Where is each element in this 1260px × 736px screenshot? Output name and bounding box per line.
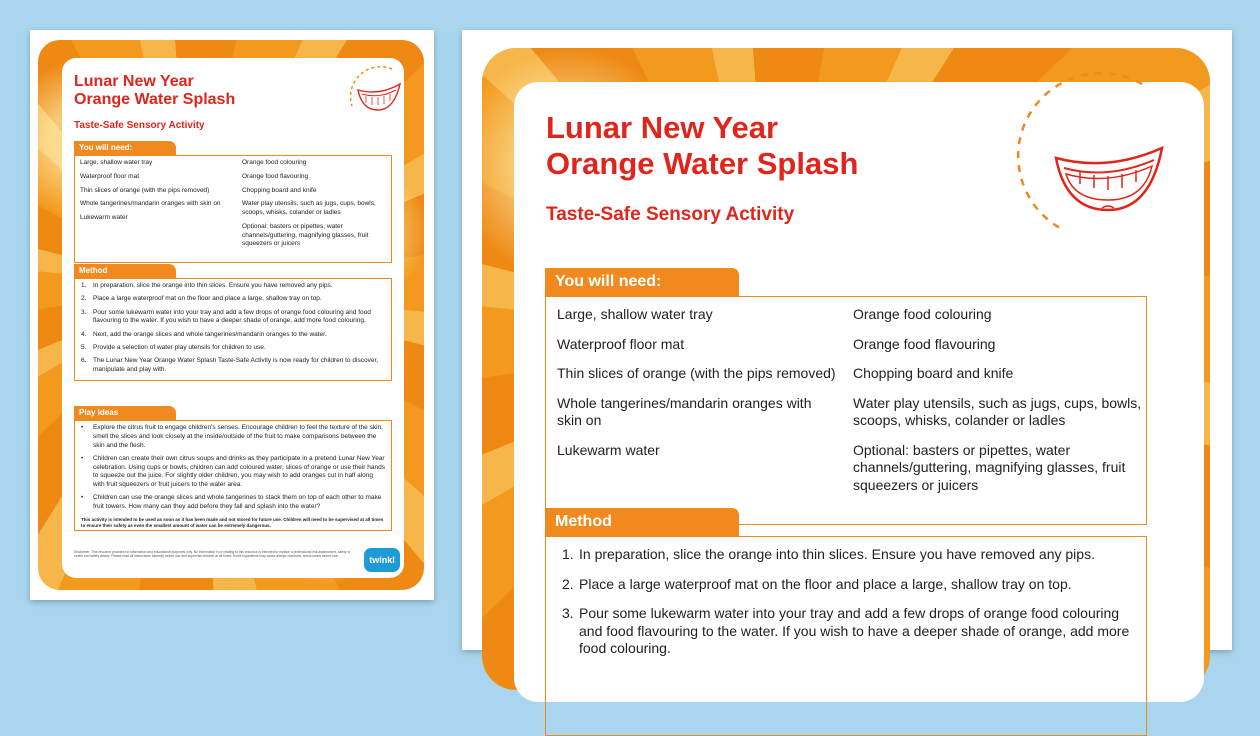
- section-heading-play-ideas: Play Ideas: [74, 406, 176, 420]
- twinkl-logo: twinkl: [364, 548, 400, 572]
- method-step: 1. In preparation, slice the orange into thin slices. Ensure you have removed any pips.: [81, 282, 333, 289]
- list-item: Water play utensils, such as jugs, cups, bowls, scoops, whisks, colander or ladles: [242, 200, 376, 217]
- list-item: Orange food flavouring: [242, 172, 309, 180]
- method-list-box: [545, 536, 1147, 736]
- need-column-right: [242, 159, 398, 254]
- list-item: Waterproof floor mat: [557, 335, 685, 352]
- need-column-left: [557, 306, 839, 506]
- method-step: 2. Place a large waterproof mat on the floor and place a large, shallow tray on top.: [81, 295, 322, 303]
- section-heading-need: You will need:: [74, 141, 176, 155]
- list-item: Large, shallow water tray: [80, 159, 153, 166]
- preview-sheet-large: [462, 30, 1232, 656]
- document-title: Lunar New Year Orange Water Splash: [546, 110, 859, 181]
- section-heading-method: Method: [545, 508, 739, 536]
- list-item: Waterproof floor mat: [80, 172, 140, 180]
- need-column-right: [853, 306, 1143, 506]
- list-item: Whole tangerines/mandarin oranges with skin on: [557, 394, 812, 428]
- list-item: Orange food colouring: [242, 159, 307, 166]
- content-card: [514, 82, 1204, 702]
- play-idea: • Explore the citrus fruit to engage children's senses. Encourage children to feel the texture of the skin, smell the slices and look closely at the inside/outside of the fruit to make comparisons between the skin and the flesh.: [81, 424, 383, 449]
- method-step: 2. Place a large waterproof mat on the floor and place a large, shallow tray on top.: [562, 575, 1072, 592]
- play-ideas-box: [74, 420, 392, 531]
- method-step: 6. The Lunar New Year Orange Water Splash Taste-Safe Activity is now ready for children to discover, manipulate and play with.: [81, 357, 379, 373]
- list-item: Chopping board and knife: [853, 365, 1014, 381]
- document-title: Lunar New Year Orange Water Splash: [74, 73, 236, 109]
- method-step: 4. Next, add the orange slices and whole tangerines/mandarin oranges to the water.: [81, 330, 327, 338]
- safety-note: This activity is intended to be used as soon as it has been made and not stored for future use. Children will need to be supervised at all times to ensure their safety as even the smallest amount of water can be extremely dangerous.: [81, 517, 384, 528]
- document-subtitle: Taste-Safe Sensory Activity: [74, 120, 205, 131]
- list-item: Large, shallow water tray: [557, 306, 713, 322]
- list-item: Lukewarm water: [557, 441, 660, 458]
- play-idea: • Children can use the orange slices and whole tangerines to stack them on top of each other to make fruit towers. How many can they add before they fall and splash into the water?: [81, 494, 382, 511]
- list-item: Whole tangerines/mandarin oranges with skin on: [80, 200, 221, 208]
- need-list-box: [74, 155, 392, 263]
- method-step: 1. In preparation, slice the orange into thin slices. Ensure you have removed any pips.: [562, 546, 1095, 562]
- list-item: Chopping board and knife: [242, 186, 317, 194]
- list-item: Orange food flavouring: [853, 335, 996, 352]
- content-card: [62, 58, 404, 578]
- method-step: 5. Provide a selection of water play utensils for children to use.: [81, 343, 266, 351]
- list-item: Orange food colouring: [853, 306, 992, 322]
- list-item: Thin slices of orange (with the pips removed): [80, 186, 210, 194]
- list-item: Optional: basters or pipettes, water channels/guttering, magnifying glasses, fruit squeezers or juicers: [853, 441, 1126, 493]
- method-step: 3. Pour some lukewarm water into your tray and add a few drops of orange food colouring and food flavouring to the water. If you wish to have a deeper shade of orange, add more food colouring.: [81, 308, 371, 325]
- list-item: Water play utensils, such as jugs, cups, bowls, scoops, whisks, colander or ladles: [853, 394, 1142, 428]
- preview-sheet-small: [30, 30, 434, 600]
- disclaimer-text: Disclaimer: This resource provides for information and educational purposes only. No information in or relating to this resource is intended to replace a professional risk assessment, safety or health and safety advice. Please read all instructions carefully before use and supervise children at all times. Some ingredients may cause allergic reactions, check labels before use.: [74, 550, 351, 559]
- method-step: 3. Pour some lukewarm water into your tray and add a few drops of orange food colouring and food flavouring to the water. If you wish to have a deeper shade of orange, add more food colouring.: [562, 605, 1130, 656]
- section-heading-method: Method: [74, 264, 176, 278]
- smile-icon: [344, 66, 410, 136]
- play-idea: • Children can create their own citrus soups and drinks as they participate in a pretend Lunar New Year celebration. Using cups or bowls, children can add coloured water, slices of orange or use their hands to squeeze out the juice. For slightly older children, you may wish to add oranges cut in half along with fruit squeezers or fruit juicers to the water area.: [81, 454, 385, 489]
- list-item: Lukewarm water: [80, 214, 128, 222]
- list-item: Thin slices of orange (with the pips removed): [557, 365, 836, 381]
- method-list-box: [74, 278, 392, 381]
- need-column-left: [80, 159, 236, 254]
- list-item: Optional: basters or pipettes, water channels/guttering, magnifying glasses, fruit squeezers or juicers: [242, 222, 369, 248]
- section-heading-need: You will need:: [545, 268, 739, 296]
- document-subtitle: Taste-Safe Sensory Activity: [546, 204, 795, 225]
- smile-icon: [1022, 82, 1182, 252]
- need-list-box: [545, 296, 1147, 525]
